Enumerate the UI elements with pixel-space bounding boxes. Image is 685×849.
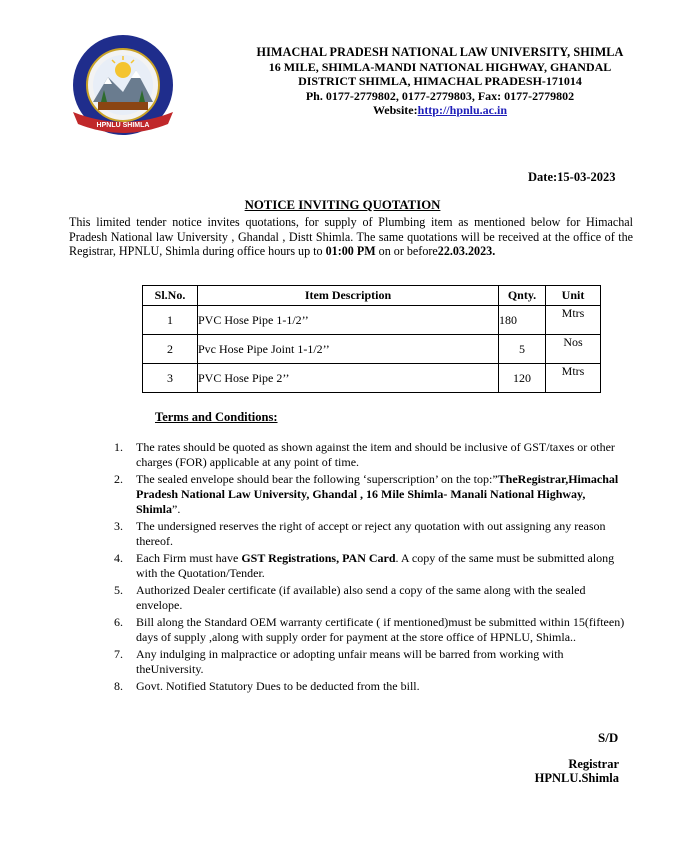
- intro-paragraph: [69, 215, 633, 259]
- cell-description: PVC Hose Pipe 1-1/2’’: [198, 306, 499, 335]
- cell-qnty: 5: [499, 335, 546, 364]
- table-header-row: [143, 286, 601, 306]
- signatory-designation: Registrar: [568, 757, 619, 771]
- term-text: The undersigned reserves the right of accept or reject any quotation with out assigning any reason thereof.: [136, 519, 606, 548]
- cell-qnty: 180: [499, 306, 546, 335]
- col-header-qnty: Qnty.: [499, 286, 546, 306]
- col-header-unit: Unit: [546, 286, 601, 306]
- term-number: 1.: [114, 440, 123, 454]
- term-number: 8.: [114, 679, 123, 693]
- intro-mid: on or before: [375, 244, 438, 258]
- term-number: 4.: [114, 551, 123, 565]
- term-after-text: . A copy of the same must be submitted along with the Quotation/Tender.: [136, 551, 615, 580]
- terms-heading: Terms and Conditions:: [155, 410, 278, 424]
- address-line-2: DISTRICT SHIMLA, HIMACHAL PRADESH-171014: [298, 74, 582, 88]
- university-name: HIMACHAL PRADESH NATIONAL LAW UNIVERSITY, SHIMLA: [256, 45, 624, 59]
- terms-list: [114, 440, 626, 696]
- list-item: [114, 679, 626, 694]
- university-logo: [68, 32, 178, 142]
- cell-description: Pvc Hose Pipe Joint 1-1/2’’: [198, 335, 499, 364]
- col-header-description: Item Description: [198, 286, 499, 306]
- website-link[interactable]: http://hpnlu.ac.in: [417, 103, 508, 117]
- address-line-1: 16 MILE, SHIMLA-MANDI NATIONAL HIGHWAY, GHANDAL: [268, 59, 612, 74]
- term-text: The rates should be quoted as shown against the item and should be inclusive of GST/taxes or other charges (FOR) applicable at any point of time.: [136, 440, 615, 469]
- cell-description: PVC Hose Pipe 2’’: [198, 364, 499, 393]
- list-item: [114, 615, 626, 645]
- term-text: The sealed envelope should bear the following ‘superscription’ on the top:”: [136, 472, 498, 486]
- cell-slno: 3: [143, 364, 198, 393]
- term-bold-text: GST Registrations, PAN Card: [241, 551, 396, 565]
- term-text: Each Firm must have: [136, 551, 242, 565]
- term-number: 5.: [114, 583, 123, 597]
- items-table: [142, 285, 601, 393]
- website-line: [240, 103, 640, 118]
- cell-slno: 2: [143, 335, 198, 364]
- intro-text: This limited tender notice invites quotations, for supply of Plumbing item as mentioned below for Himachal Pradesh National law University , Ghandal , Distt Shimla. The same quotations will be received at the office of the Registrar, HPNLU, Shimla during office hours up to: [69, 215, 633, 258]
- intro-time: 01:00 PM: [325, 244, 376, 258]
- notice-date: Date:15-03-2023: [528, 170, 616, 184]
- letterhead: [240, 45, 640, 118]
- list-item: [114, 583, 626, 613]
- cell-unit: Mtrs: [546, 306, 601, 335]
- term-after-text: ”.: [172, 502, 181, 516]
- table-row: [143, 306, 601, 335]
- cell-slno: 1: [143, 306, 198, 335]
- signature-mark: S/D: [598, 730, 619, 745]
- signatory-office: HPNLU.Shimla: [534, 771, 619, 785]
- col-header-slno: Sl.No.: [143, 286, 198, 306]
- notice-title: NOTICE INVITING QUOTATION: [244, 198, 441, 212]
- term-number: 6.: [114, 615, 123, 629]
- term-number: 2.: [114, 472, 123, 486]
- list-item: [114, 440, 626, 470]
- term-text: Authorized Dealer certificate (if available) also send a copy of the same along with the sealed envelope.: [136, 583, 586, 612]
- term-text: Govt. Notified Statutory Dues to be deducted from the bill.: [136, 679, 420, 693]
- list-item: [114, 472, 626, 517]
- term-text: Any indulging in malpractice or adopting unfair means will be barred from working with theUniversity.: [136, 647, 564, 676]
- term-bold-text: TheRegistrar,Himachal Pradesh National Law University, Ghandal , 16 Mile Shimla- Manali National Highway, Shimla: [136, 472, 619, 516]
- term-text: Bill along the Standard OEM warranty certificate ( if mentioned)must be submitted within 15(fifteen) days of supply ,along with supply order for payment at the store office of HPNLU, Shimla..: [136, 615, 625, 644]
- intro-deadline: 22.03.2023.: [437, 244, 496, 258]
- list-item: [114, 519, 626, 549]
- table-row: [143, 364, 601, 393]
- logo-seal-icon: [68, 32, 178, 142]
- list-item: [114, 647, 626, 677]
- term-number: 3.: [114, 519, 123, 533]
- phone-fax-line: Ph. 0177-2779802, 0177-2779803, Fax: 0177-2779802: [305, 88, 575, 103]
- term-number: 7.: [114, 647, 123, 661]
- cell-unit: Mtrs: [546, 364, 601, 393]
- list-item: [114, 551, 626, 581]
- cell-qnty: 120: [499, 364, 546, 393]
- website-label: Website:: [372, 103, 418, 117]
- table-row: [143, 335, 601, 364]
- logo-banner-text: HPNLU SHIMLA: [96, 122, 150, 129]
- cell-unit: Nos: [546, 335, 601, 364]
